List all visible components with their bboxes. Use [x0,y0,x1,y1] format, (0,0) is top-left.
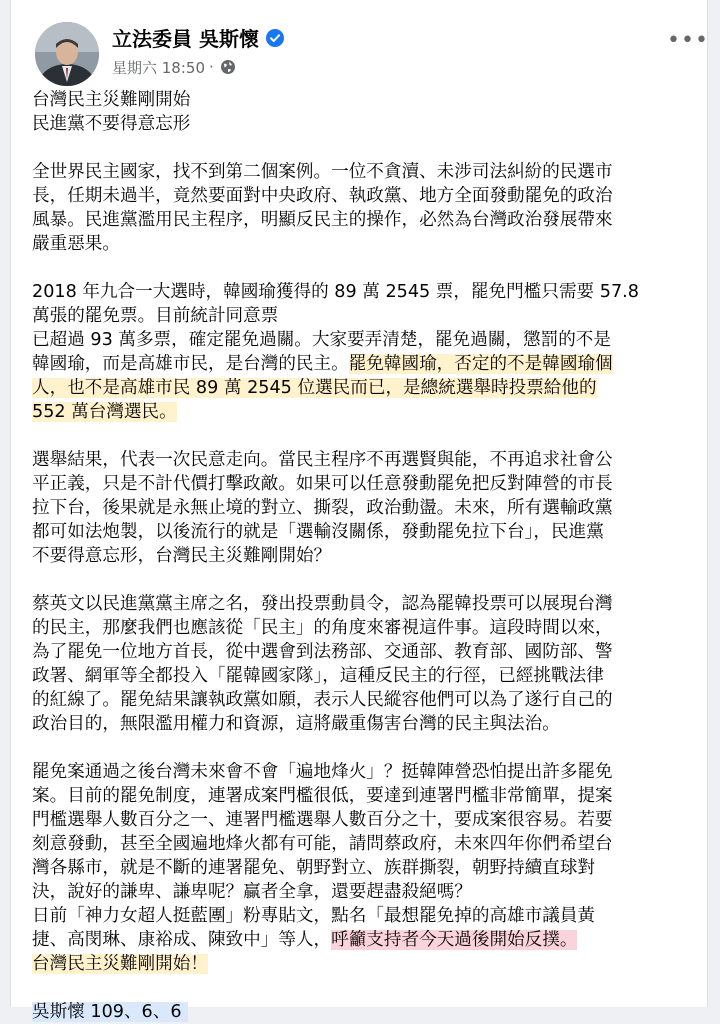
text-line: 灣各縣市，就是不斷的連署罷免、朝野對立、族群撕裂，朝野持續直球對 [32,858,596,878]
paragraph-4 [32,592,700,736]
text-line: 長，任期未過半，竟然要面對中央政府、執政黨、地方全面發動罷免的政治 [32,186,613,206]
text-line [32,376,700,400]
text-line: 全世界民主國家，找不到第二個案例。一位不貪瀆、未涉司法糾紛的民選市 [32,162,613,182]
title-line: 民進黨不要得意忘形 [32,114,191,134]
text-line: 不要得意忘形，台灣民主災難剛開始？ [32,546,332,566]
text-line: 政署、網軍等全都投入「罷韓國家隊」，這種反民主的行徑，已經挑戰法律 [32,666,604,686]
text-line: 拉下台，後果就是永無止境的對立、撕裂，政治動盪。未來，所有選輸政黨 [32,498,613,518]
text-line: 門檻選舉人數百分之一、連署門檻選舉人數百分之十，要成案很容易。若要 [32,810,613,830]
more-options-icon[interactable]: ••• [667,27,709,53]
title-line: 台灣民主災難剛開始 [32,90,191,110]
text-line: 嚴重惡果。 [32,234,120,254]
post-card [10,0,709,1022]
text-line: 都可如法炮製，以後流行的就是「選輸沒關係，發動罷免拉下台」，民進黨 [32,522,604,542]
text-line: 蔡英文以民進黨黨主席之名，發出投票動員令，認為罷韓投票可以展現台灣 [32,594,613,614]
text-line: 案。目前的罷免制度，連署成案門檻很低，要達到連署門檻非常簡單，提案 [32,786,613,806]
text-line: 選舉結果，代表一次民意走向。當民主程序不再選賢與能，不再追求社會公 [32,450,613,470]
text-line: 風暴。民進黨濫用民主程序，明顯反民主的操作，必然為台灣政治發展帶來 [32,210,613,230]
text-line [32,952,700,976]
text-line: 2018 年九合一大選時，韓國瑜獲得的 89 萬 2545 票，罷免門檻只需要 57.8 [32,282,639,302]
text-line [32,400,700,424]
text-line: 的紅線了。罷免結果讓執政黨如願，表示人民縱容他們可以為了遂行自己的 [32,690,613,710]
text-line [32,1000,700,1024]
paragraph-2 [32,280,700,424]
author-name[interactable] [112,22,284,52]
text-line: 的民主，那麼我們也應該從「民主」的角度來審視這件事。這段時間以來， [32,618,613,638]
post-text [32,88,700,1024]
post-meta [112,56,236,78]
avatar[interactable] [35,22,99,86]
meta-separator: · [209,58,214,76]
text-line: 平正義，只是不計代價打擊政敵。如果可以任意發動罷免把反對陣營的市長 [32,474,613,494]
text-line: 日前「神力女超人挺藍團」粉專貼文，點名「最想罷免掉的高雄市議員黃 [32,906,596,926]
post-title [32,88,700,136]
author-name-text[interactable]: 立法委員 吳斯懷 [112,26,259,51]
paragraph-5 [32,760,700,976]
text-line: 為了罷免一位地方首長，從中選會到法務部、交通部、教育部、國防部、警 [32,642,613,662]
text-line: 決，說好的謙卑、謙卑呢？贏者全拿，還要趕盡殺絕嗎？ [32,882,472,902]
text-line [32,352,700,376]
highlighted-text: 台灣民主災難剛開始！ [32,954,208,974]
text-line: 刻意發動，甚至全國遍地烽火都有可能，請問蔡政府，未來四年你們希望台 [32,834,613,854]
text-line: 已超過 93 萬多票，確定罷免過關。大家要弄清楚，罷免過關，懲罰的不是 [32,330,611,350]
text-segment: 捷、高閔琳、康裕成、陳致中」等人， [32,930,332,950]
text-segment: 韓國瑜，而是高雄市民，是台灣的民主。 [32,354,349,374]
paragraph-1 [32,160,700,256]
highlighted-text: 罷免韓國瑜，否定的不是韓國瑜個 [348,354,613,374]
text-line: 罷免案通過之後台灣未來會不會「遍地烽火」？挺韓陣營恐怕提出許多罷免 [32,762,613,782]
paragraph-3 [32,448,700,568]
highlighted-text: 呼籲支持者今天過後開始反撲。 [331,930,578,950]
verified-badge-icon [266,28,284,46]
text-line: 萬張的罷免票。目前統計同意票 [32,306,279,326]
globe-icon[interactable] [220,59,236,75]
highlighted-text: 552 萬台灣選民。 [32,402,177,422]
signature [32,1000,700,1024]
post-timestamp[interactable]: 星期六 18:50 [112,58,205,77]
text-line [32,928,700,952]
highlighted-signature: 吳斯懷 109、6、6 [32,1002,188,1022]
highlighted-text: 人，也不是高雄市民 89 萬 2545 位選民而已，是總統選舉時投票給他的 [32,378,597,398]
text-line: 政治目的，無限濫用權力和資源，這將嚴重傷害台灣的民主與法治。 [32,714,560,734]
